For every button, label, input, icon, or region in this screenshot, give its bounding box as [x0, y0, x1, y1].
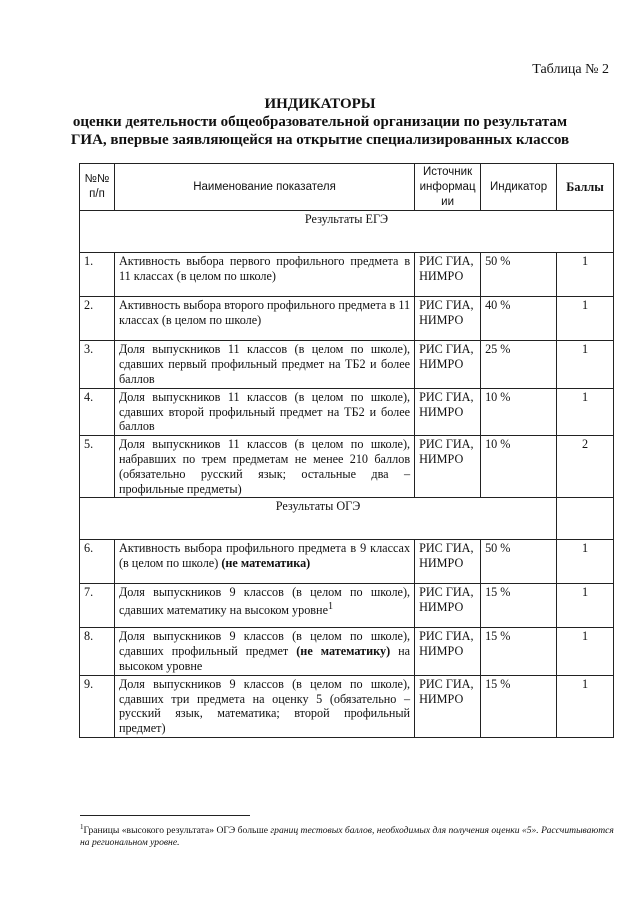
table-row	[80, 253, 614, 297]
row-num: 4.	[80, 388, 115, 435]
indicators-table	[79, 163, 614, 738]
row-points: 1	[557, 297, 614, 341]
row-name: Активность выбора первого профильного предмета в 11 классах (в целом по школе)	[114, 253, 414, 297]
header-points: Баллы	[557, 164, 614, 211]
row-num: 2.	[80, 297, 115, 341]
row-name-text: Доля выпускников 9 классов (в целом по школе), сдавших профильный предмет	[118, 629, 411, 659]
row-indicator: 10 %	[481, 436, 557, 498]
row-indicator: 25 %	[481, 341, 557, 388]
row-points: 1	[557, 584, 614, 628]
row-num: 9.	[80, 675, 115, 737]
row-name: Доля выпускников 11 классов (в целом по школе), сдавших первый профильный предмет на ТБ2 и более баллов	[114, 341, 414, 388]
row-num: 1.	[80, 253, 115, 297]
row-name-emphasis: (не математика)	[221, 556, 311, 571]
row-num: 8.	[80, 628, 115, 675]
footnote-number: 1	[80, 823, 84, 831]
table-number: Таблица № 2	[532, 62, 609, 77]
section-empty-cell	[557, 498, 614, 540]
row-num: 7.	[80, 584, 115, 628]
row-indicator: 40 %	[481, 297, 557, 341]
row-points: 1	[557, 388, 614, 435]
section-row-ege	[80, 211, 614, 253]
row-source: РИС ГИА, НИМРО	[415, 253, 481, 297]
header-source: Источник информац ии	[415, 164, 481, 211]
section-title-oge: Результаты ОГЭ	[80, 498, 557, 540]
header-name: Наименование показателя	[114, 164, 414, 211]
row-name: Активность выбора второго профильного предмета в 11 классах (в целом по школе)	[114, 297, 414, 341]
row-num: 6.	[80, 540, 115, 584]
row-points: 1	[557, 628, 614, 675]
doc-subtitle-line1: оценки деятельности общеобразовательной организации по результатам	[72, 114, 568, 130]
footnote	[80, 821, 620, 849]
row-indicator: 10 %	[481, 388, 557, 435]
section-row-oge	[80, 498, 614, 540]
row-source: РИС ГИА, НИМРО	[415, 628, 481, 675]
header-row	[80, 164, 614, 211]
row-indicator: 50 %	[481, 253, 557, 297]
row-points: 1	[557, 540, 614, 584]
row-name-emphasis: (не математику)	[296, 644, 391, 659]
row-points: 2	[557, 436, 614, 498]
table-row	[80, 297, 614, 341]
footnote-text-italic: границ тестовых баллов, необходимых для получения оценки «5». Рассчитываются на региональном уровне.	[80, 825, 614, 849]
table-row	[80, 675, 614, 737]
row-name: Доля выпускников 11 классов (в целом по школе), набравших по трем предметам не менее 210 баллов (обязательно русский язык; остальные два – профильные предметы)	[114, 436, 414, 498]
row-name-text-end: на высоком уровне	[118, 644, 411, 673]
row-source: РИС ГИА, НИМРО	[415, 388, 481, 435]
row-source: РИС ГИА, НИМРО	[415, 584, 481, 628]
header-num: №№ п/п	[80, 164, 115, 211]
row-name-text: Доля выпускников 9 классов (в целом по школе), сдавших математику на высоком уровне	[118, 585, 411, 618]
table-row	[80, 628, 614, 675]
row-points: 1	[557, 675, 614, 737]
row-num: 5.	[80, 436, 115, 498]
row-name: Доля выпускников 11 классов (в целом по школе), сдавших второй профильный предмет на ТБ2 и более баллов	[114, 388, 414, 435]
table-row	[80, 436, 614, 498]
footnote-mark: 1	[328, 601, 334, 613]
table-row	[80, 341, 614, 388]
row-source: РИС ГИА, НИМРО	[415, 436, 481, 498]
row-points: 1	[557, 253, 614, 297]
row-name-text: Активность выбора профильного предмета в 9 классах (в целом по школе)	[118, 541, 411, 571]
footnote-text: Границы «высокого результата» ОГЭ больше	[83, 825, 271, 837]
row-name	[114, 540, 414, 584]
table-row	[80, 388, 614, 435]
row-name	[114, 628, 414, 675]
header-indicator: Индикатор	[481, 164, 557, 211]
row-name	[114, 584, 414, 628]
row-indicator: 15 %	[481, 628, 557, 675]
row-indicator: 50 %	[481, 540, 557, 584]
table-row	[80, 584, 614, 628]
doc-title: ИНДИКАТОРЫ	[264, 96, 376, 112]
row-source: РИС ГИА, НИМРО	[415, 297, 481, 341]
row-source: РИС ГИА, НИМРО	[415, 675, 481, 737]
row-name: Доля выпускников 9 классов (в целом по школе), сдавших три предмета на оценку 5 (обязательно – русский язык, математика; второй профильный предмет)	[114, 675, 414, 737]
row-source: РИС ГИА, НИМРО	[415, 540, 481, 584]
row-source: РИС ГИА, НИМРО	[415, 341, 481, 388]
row-num: 3.	[80, 341, 115, 388]
section-title-ege: Результаты ЕГЭ	[80, 211, 614, 253]
footnote-divider	[80, 815, 250, 816]
row-points: 1	[557, 341, 614, 388]
row-indicator: 15 %	[481, 675, 557, 737]
table-row	[80, 540, 614, 584]
doc-subtitle-line2: ГИА, впервые заявляющейся на открытие специализированных классов	[70, 132, 570, 148]
row-indicator: 15 %	[481, 584, 557, 628]
